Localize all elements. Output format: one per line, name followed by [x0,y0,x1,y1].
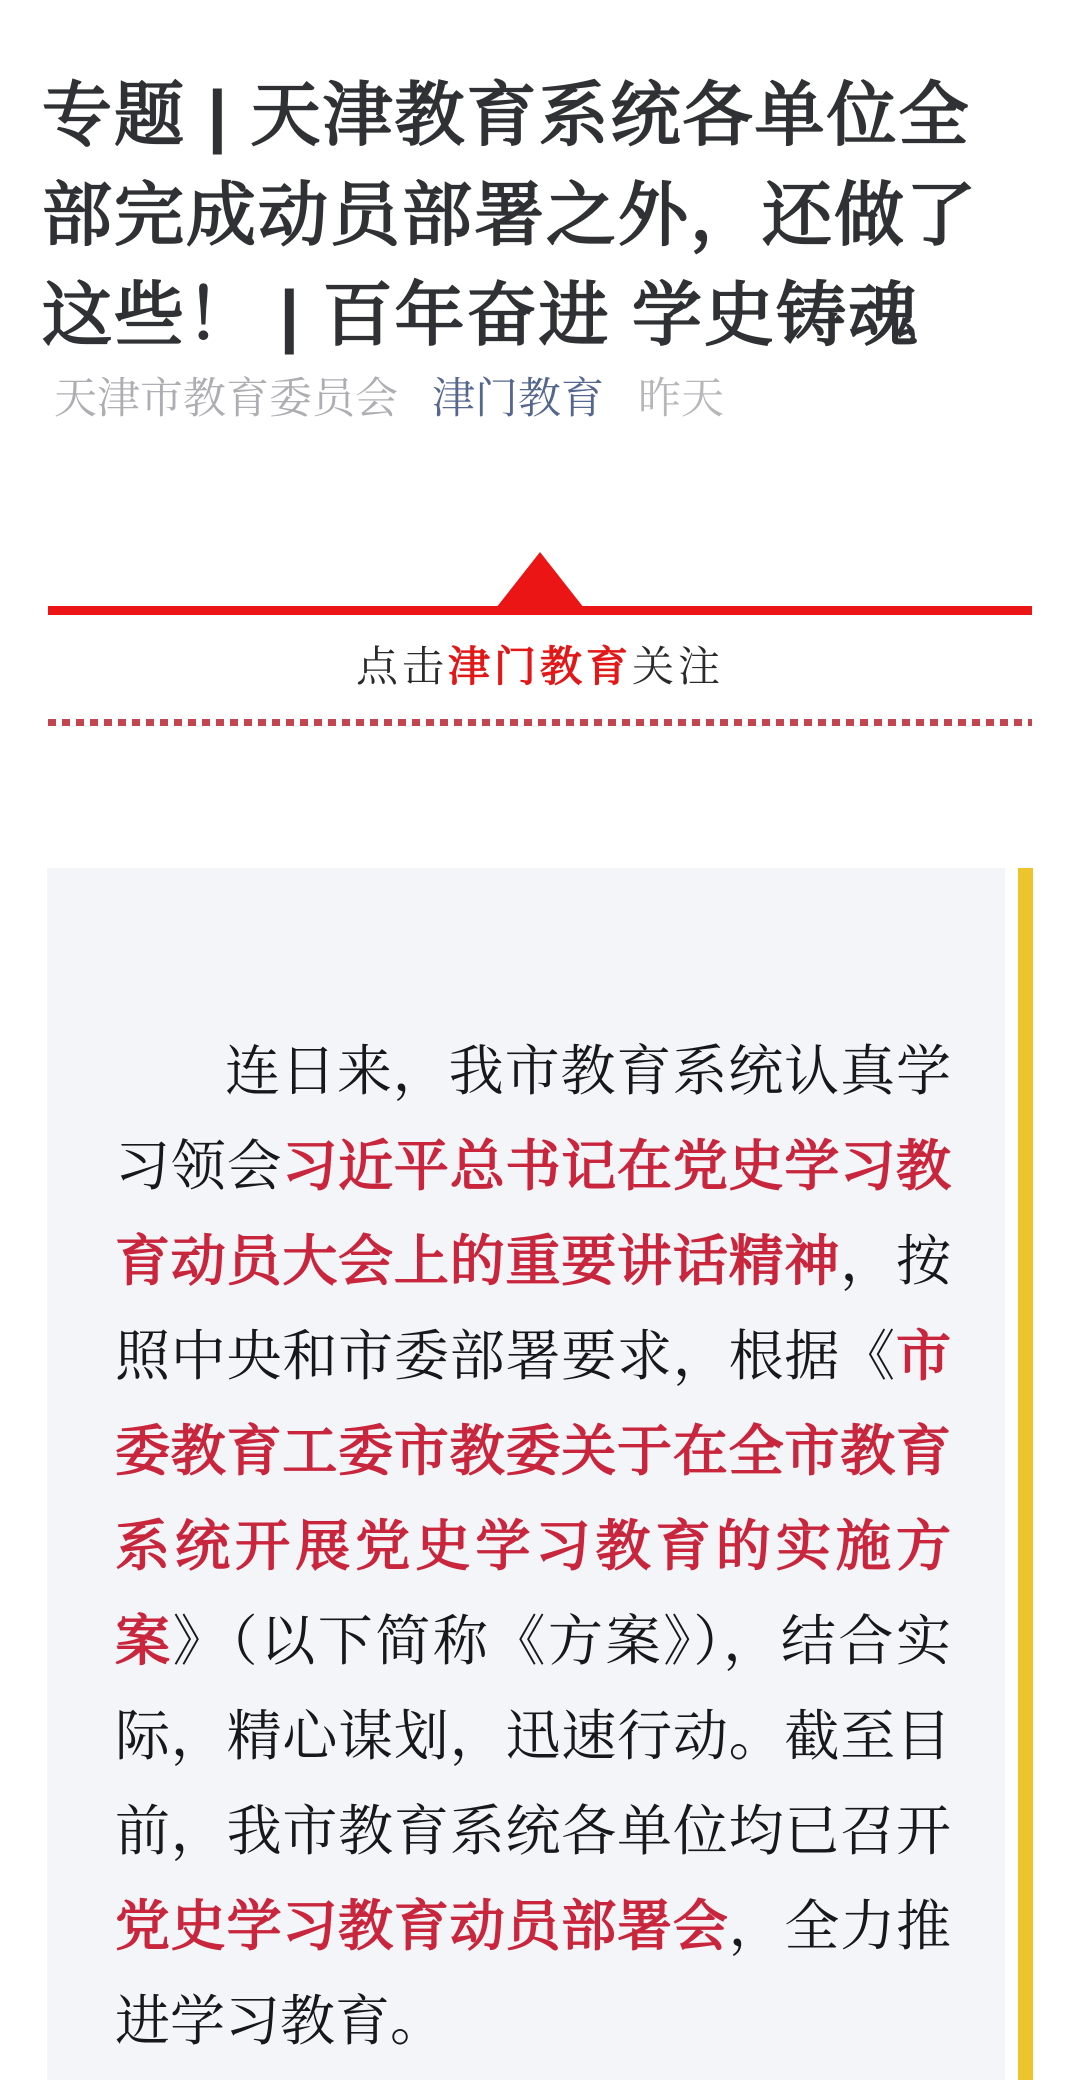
title-line: 部完成动员部署之外，还做了 [42,175,978,254]
account-link[interactable]: 津门教育 [432,375,604,423]
follow-prompt-prefix: 点击 [355,643,448,690]
article-title [42,65,1038,365]
triangle-up-icon [496,552,584,608]
title-line: 这些！ | 百年奋进 学史铸魂 [42,275,920,354]
publish-time: 昨天 [638,375,724,423]
highlighted-text: 市委教育工委市教委关于在全市教育系统开展党史学习教育的实施方案 [115,1325,951,1672]
body-text: ，按照中央和市委部署要求，根据《 [115,1230,951,1387]
solid-divider-line [48,606,1032,615]
follow-prompt [0,642,1080,692]
body-text: ，全力推进学习教育。 [115,1895,951,2052]
body-text: 连日来，我市教育系统认真学习领会 [115,1040,951,1197]
follow-account-name[interactable]: 津门教育 [447,643,632,690]
highlighted-text: 党史学习教育动员部署会 [115,1895,729,1957]
follow-banner[interactable] [0,540,1080,740]
follow-prompt-suffix: 关注 [632,643,725,690]
article-meta [54,372,1034,426]
title-line: 专题 | 天津教育系统各单位全 [42,75,971,154]
article-paragraph [115,1024,951,2069]
dashed-divider-line [48,719,1032,726]
body-text: 》（以下简称《方案》），结合实际，精心谋划，迅速行动。截至目前，我市教育系统各单位均已召开 [115,1610,951,1862]
account-name: 天津市教育委员会 [54,375,398,423]
highlighted-text: 习近平总书记在党史学习教育动员大会上的重要讲话精神 [115,1135,951,1292]
article-body-panel [47,868,1005,2080]
yellow-accent-bar [1018,868,1033,2080]
